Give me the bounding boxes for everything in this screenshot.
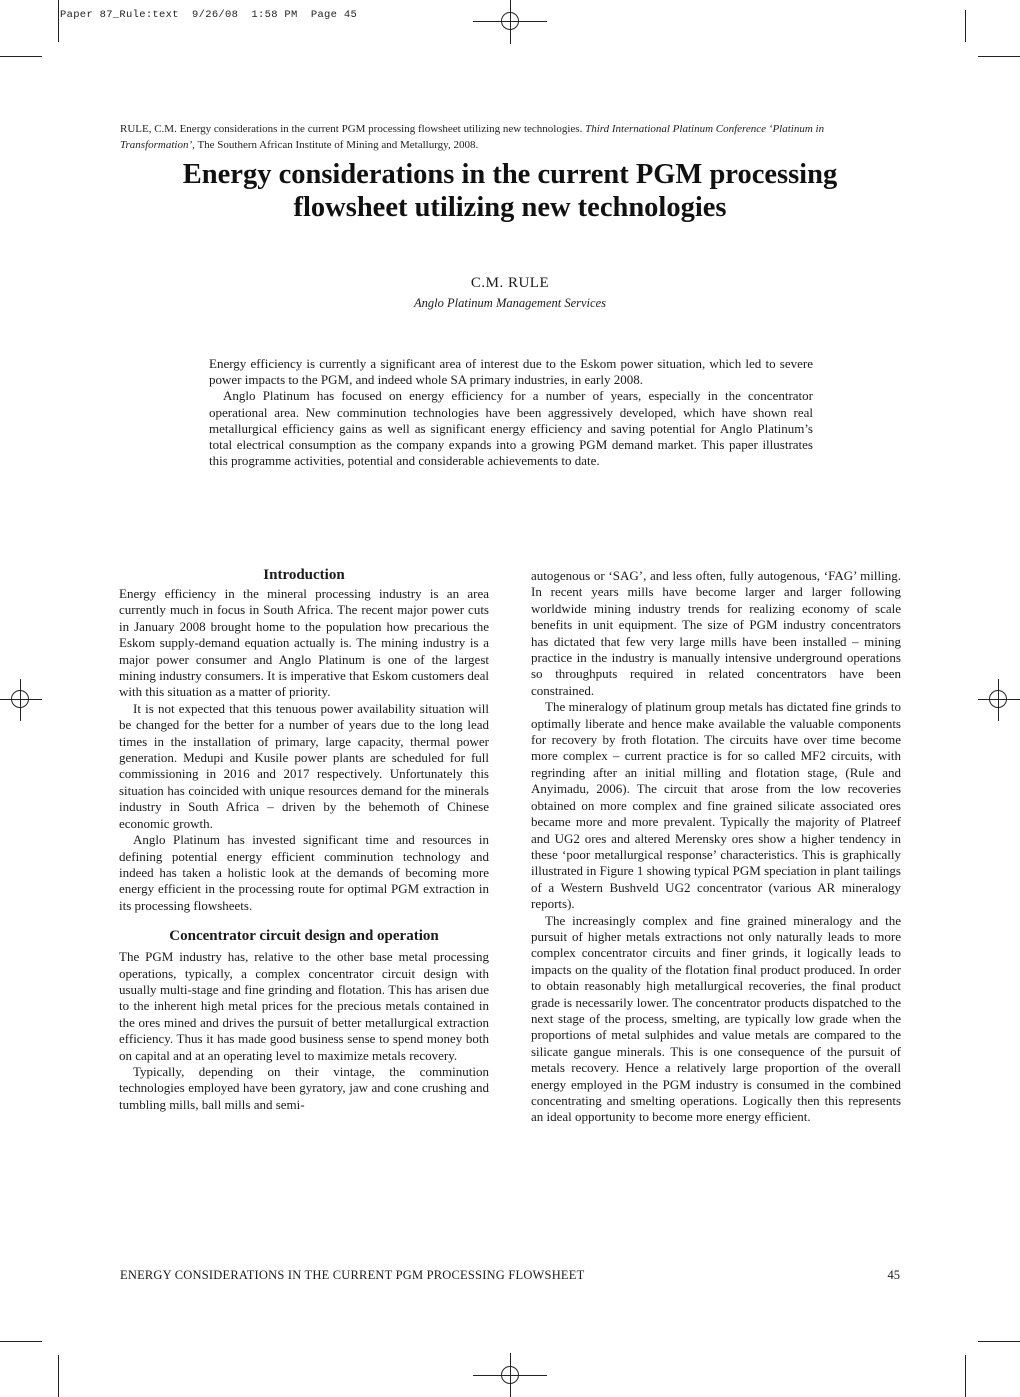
registration-mark-circle [501, 1366, 519, 1384]
crop-mark [965, 1355, 966, 1397]
printer-slug: Paper 87_Rule:text 9/26/08 1:58 PM Page 45 [60, 9, 358, 21]
crop-mark [978, 56, 1020, 57]
body-paragraph: The increasingly complex and fine grained mineralogy and the pursuit of higher metals extractions not only naturally leads to more complex concentrator circuits and finer grinds, it logically leads to impacts on the quality of the flotation final product produced. In order to obtain reasonably high metallurgical recoveries, the final product grade is necessarily lower. The concentrator products dispatched to the next stage of the process, smelting, are typically low grade when the proportions of metal sulphides and value metals are compared to the silicate gangue minerals. This is one consequence of the pursuit of metals recovery. Hence a relatively large proportion of the overall energy employed in the PGM industry is consumed in the combined concentrating and smelting operations. Logically then this represents an ideal opportunity to become more energy efficient. [531, 912, 901, 1125]
crop-mark [0, 1341, 42, 1342]
registration-mark-circle [989, 690, 1007, 708]
body-paragraph: Anglo Platinum has invested significant time and resources in defining potential energy efficient comminution technology and indeed has taken a holistic look at the demands of becoming more energy efficient in the processing route for optimal PGM extraction in its processing flowsheets. [119, 832, 489, 913]
crop-mark [978, 1341, 1020, 1342]
abstract [209, 356, 813, 469]
left-column [119, 566, 489, 1113]
registration-mark-circle [501, 12, 519, 30]
crop-mark [965, 10, 966, 42]
section-heading-concentrator: Concentrator circuit design and operation [169, 928, 439, 945]
crop-mark [58, 1355, 59, 1397]
paper-title-line2: flowsheet utilizing new technologies [293, 192, 727, 223]
citation-suffix: , The Southern African Institute of Mining and Metallurgy, 2008. [192, 139, 479, 151]
registration-mark-circle [11, 690, 29, 708]
running-title: ENERGY CONSIDERATIONS IN THE CURRENT PGM PROCESSING FLOWSHEET [120, 1268, 585, 1282]
body-paragraph: Energy efficiency in the mineral processing industry is an area currently much in focus in South Africa. The recent major power cuts in January 2008 brought home to the population how precarious the Eskom supply-demand equation actually is. The mining industry is a major power consumer and Anglo Platinum is one of the largest mining industry consumers. It is imperative that Eskom customers deal with this situation as a matter of priority. [119, 586, 489, 700]
right-column [531, 568, 901, 1126]
crop-mark [0, 56, 42, 57]
author: C.M. RULE [470, 275, 550, 291]
body-paragraph: The mineralogy of platinum group metals has dictated fine grinds to optimally liberate and hence make available the valuable components for recovery by froth flotation. The circuits have over time become more complex – current practice is for so called MF2 circuits, with regrinding after an initial milling and flotation stage, (Rule and Anyimadu, 2006). The circuit that arose from the low recoveries obtained on more complex and fine grained silicate associated ores became more and more prevalent. Typically the majority of Platreef and UG2 ores and altered Merensky ores show a higher tendency in these ‘poor metallurgical response’ characteristics. This is graphically illustrated in Figure 1 showing typical PGM speciation in plant tailings of a Western Bushveld UG2 concentrator (various AR mineralogy reports). [531, 699, 901, 912]
section-heading-introduction: Introduction [263, 567, 345, 583]
crop-mark [58, 0, 59, 42]
paper-title [90, 158, 930, 224]
citation [120, 121, 900, 153]
abstract-paragraph: Anglo Platinum has focused on energy efficiency for a number of years, especially in the concentrator operational area. New comminution technologies have been aggressively developed, which have shown real metallurgical efficiency gains as well as significant energy efficiency and saving potential for Anglo Platinum’s total electrical consumption as the company expands into a growing PGM demand market. This paper illustrates this programme activities, potential and considerable achievements to date. [209, 388, 813, 469]
page-number: 45 [887, 1268, 900, 1282]
abstract-paragraph: Energy efficiency is currently a significant area of interest due to the Eskom power situation, which led to severe power impacts to the PGM, and indeed whole SA primary industries, in early 2008. [209, 356, 813, 388]
body-paragraph: autogenous or ‘SAG’, and less often, fully autogenous, ‘FAG’ milling. In recent years mills have become larger and larger following worldwide mining industry trends for realizing economy of scale benefits in unit equipment. The size of PGM industry concentrators has dictated that few very large mills have been installed – mining practice in the industry is manually intensive underground operations so throughputs required in related concentrators have been constrained. [531, 568, 901, 698]
citation-venue: Third International Platinum Conference ‘Platinum in Transformation’ [120, 123, 825, 151]
body-paragraph: The PGM industry has, relative to the other base metal processing operations, typically, a complex concentrator circuit design with usually multi-stage and fine grinding and flotation. This has arisen due to the inherent high metal prices for the precious metals contained in the ores mined and drives the pursuit of better metallurgical extraction efficiency. Thus it has made good business sense to spend money both on capital and at an operating level to maximize metals recovery. [119, 949, 489, 1063]
body-paragraph: It is not expected that this tenuous power availability situation will be changed for the better for a number of years due to the long lead times in the installation of primary, large capacity, thermal power generation. Medupi and Kusile power plants are scheduled for full commissioning in 2016 and 2017 respectively. Unfortunately this situation has coincided with unique resources demand for the minerals industry in South Africa – driven by the behemoth of Chinese economic growth. [119, 700, 489, 831]
citation-prefix: RULE, C.M. Energy considerations in the current PGM processing flowsheet utilizing new technologies. [120, 123, 586, 135]
body-paragraph: Typically, depending on their vintage, the comminution technologies employed have been gyratory, jaw and cone crushing and tumbling mills, ball mills and semi- [119, 1063, 489, 1112]
affiliation: Anglo Platinum Management Services [414, 296, 606, 310]
paper-title-line1: Energy considerations in the current PGM processing [182, 159, 838, 190]
